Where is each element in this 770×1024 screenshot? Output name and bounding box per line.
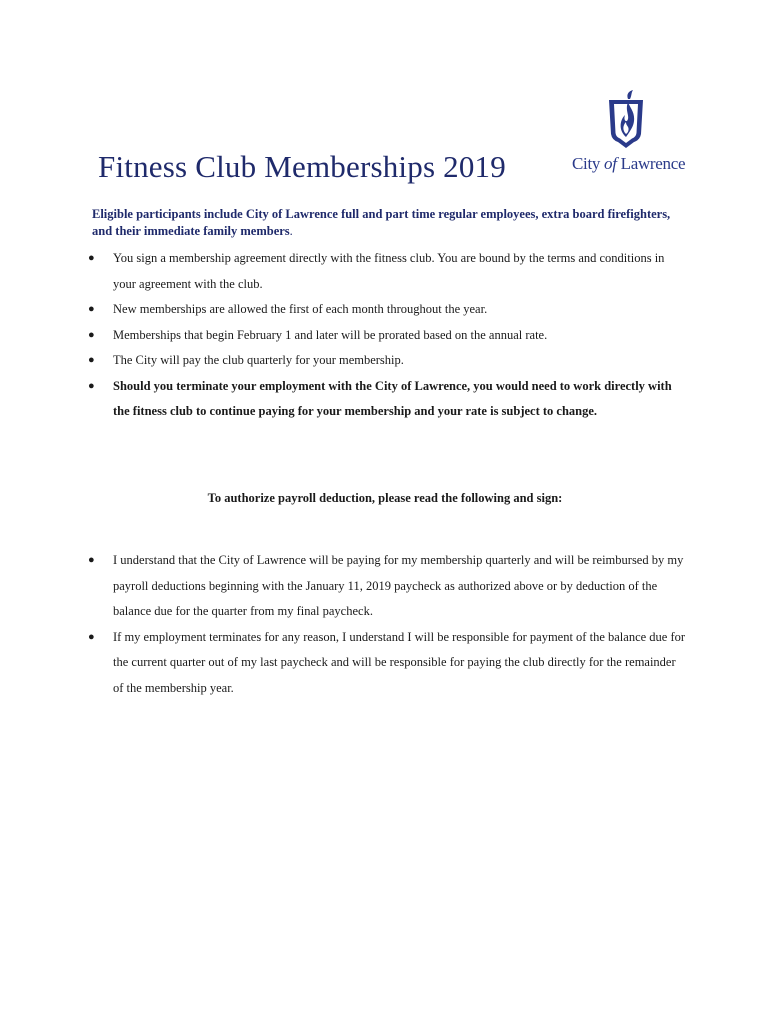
list-item (88, 297, 688, 323)
term-text: The City will pay the club quarterly for your membership. (113, 353, 404, 367)
bullet-icon: ● (88, 379, 95, 392)
bullet-icon: ● (88, 354, 95, 366)
term-text: Should you terminate your employment with the City of Lawrence, you would need to work directly with the fitness club to continue paying for your membership and your rate is subject to change. (113, 378, 672, 418)
bullet-icon: ● (88, 630, 95, 643)
term-text: Memberships that begin February 1 and later will be prorated based on the annual rate. (113, 327, 548, 342)
list-item (88, 246, 688, 297)
list-item (88, 625, 688, 702)
bullet-icon: ● (88, 303, 95, 315)
logo-of: of (604, 154, 617, 173)
page-title: Fitness Club Memberships 2019 (98, 148, 506, 184)
acknowledgement-list (88, 548, 688, 701)
eligibility-statement (92, 206, 682, 240)
bullet-icon: ● (88, 252, 95, 264)
term-text: You sign a membership agreement directly with the fitness club. You are bound by the terms and conditions in your agreement with the club. (113, 251, 665, 291)
list-item (88, 374, 688, 425)
list-item (88, 323, 688, 349)
term-text: New memberships are allowed the first of each month throughout the year. (113, 302, 488, 316)
bullet-icon: ● (88, 328, 95, 341)
list-item (88, 548, 688, 625)
logo-wordmark (572, 154, 684, 174)
acknowledgement-text: I understand that the City of Lawrence will be paying for my membership quarterly and will be reimbursed by my payroll deductions beginning with the January 11, 2019 paycheck as authorized above or by deduction of the balance due for the quarter from my final paycheck. (113, 553, 684, 618)
acknowledgement-text: If my employment terminates for any reason, I understand I will be responsible for payment of the balance due for the current quarter out of my last paycheck and will be responsible for paying the club directly for the remainder of the membership year. (113, 629, 686, 695)
list-item (88, 348, 688, 374)
eligibility-text: Eligible participants include City of Lawrence full and part time regular employees, extra board firefighters, and their immediate family members (92, 207, 671, 238)
logo-city-prefix: City (572, 154, 605, 173)
terms-list (88, 246, 688, 425)
logo-city-name: Lawrence (616, 154, 686, 173)
bullet-icon: ● (88, 554, 95, 566)
flame-torch-logo-icon (606, 90, 646, 150)
city-of-lawrence-logo (572, 90, 684, 180)
authorize-heading: To authorize payroll deduction, please read the following and sign: (207, 491, 563, 505)
eligibility-period: . (289, 224, 293, 238)
